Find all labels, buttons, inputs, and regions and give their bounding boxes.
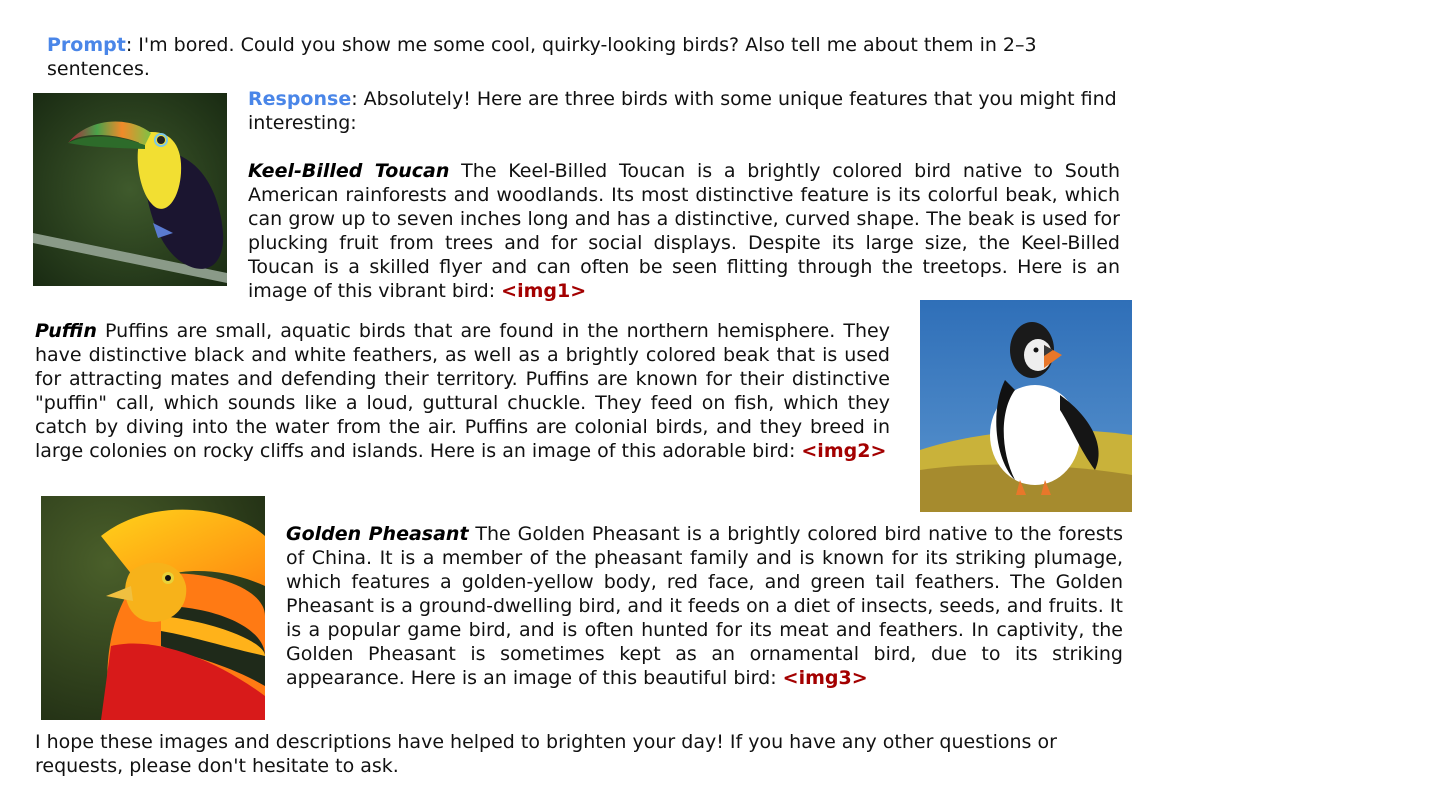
toucan-image	[33, 93, 227, 286]
prompt-paragraph	[47, 33, 1122, 81]
response-label: Response	[248, 88, 352, 110]
prompt-label: Prompt	[47, 34, 126, 56]
pheasant-image	[41, 496, 265, 720]
response-intro: : Absolutely! Here are three birds with some unique features that you might find interesting:	[248, 88, 1117, 134]
closing-paragraph: I hope these images and descriptions have helped to brighten your day! If you have any other questions or requests, please don't hesitate to ask.	[35, 731, 1057, 777]
prompt-text: : I'm bored. Could you show me some cool, quirky-looking birds? Also tell me about them in 2–3 sentences.	[47, 34, 1037, 80]
img1-tag: <img1>	[501, 280, 587, 302]
pheasant-text: The Golden Pheasant is a brightly colored bird native to the forests of China. It is a member of the pheasant family and is known for its striking plumage, which features a golden-yellow body, red face, and green tail feathers. The Golden Pheasant is a ground-dwelling bird, and it feeds on a diet of insects, seeds, and fruits. It is a popular game bird, and is often hunted for its meat and feathers. In captivity, the Golden Pheasant is sometimes kept as an ornamental bird, due to its striking appearance. Here is an image of this beautiful bird:	[286, 523, 1123, 689]
response-paragraph	[248, 87, 1128, 135]
puffin-paragraph	[35, 319, 890, 463]
pheasant-name: Golden Pheasant	[286, 523, 469, 545]
toucan-name: Keel-Billed Toucan	[248, 160, 450, 182]
pheasant-paragraph	[286, 522, 1123, 690]
puffin-text: Puffins are small, aquatic birds that are found in the northern hemisphere. They have distinctive black and white feathers, as well as a brightly colored beak that is used for attracting mates and defending their territory. Puffins are known for their distinctive "puffin" call, which sounds like a loud, guttural chuckle. They feed on fish, which they catch by diving into the water from the air. Puffins are colonial birds, and they breed in large colonies on rocky cliffs and islands. Here is an image of this adorable bird:	[35, 320, 890, 462]
puffin-name: Puffin	[35, 320, 97, 342]
toucan-text: The Keel-Billed Toucan is a brightly colored bird native to South American rainforests and woodlands. Its most distinctive feature is its colorful beak, which can grow up to seven inches long and has a distinctive, curved shape. The beak is used for plucking fruit from trees and for social displays. Despite its large size, the Keel-Billed Toucan is a skilled flyer and can often be seen flitting through the treetops. Here is an image of this vibrant bird:	[248, 160, 1120, 302]
img3-tag: <img3>	[782, 667, 868, 689]
puffin-image	[920, 300, 1132, 512]
img2-tag: <img2>	[801, 440, 887, 462]
toucan-paragraph	[248, 159, 1120, 303]
